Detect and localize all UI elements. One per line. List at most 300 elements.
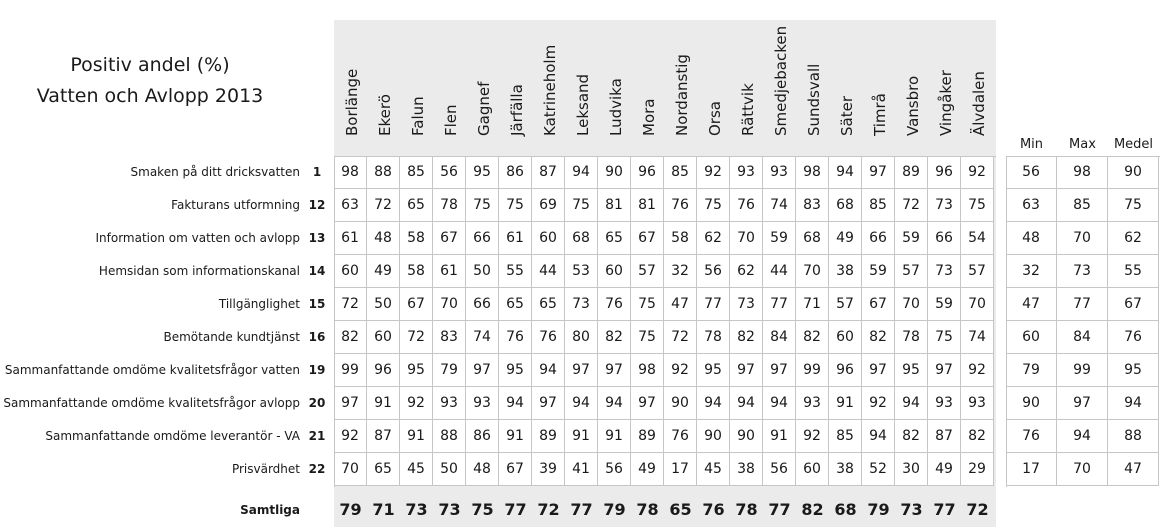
stat-cell: 32 [1006, 255, 1057, 288]
table-cell: 99 [796, 354, 829, 387]
table-cell: 61 [433, 255, 466, 288]
table-cell: 56 [433, 156, 466, 189]
table-cell: 49 [367, 255, 400, 288]
table-cell: 94 [565, 387, 598, 420]
total-cell: 71 [372, 500, 395, 519]
table-cell: 97 [598, 354, 631, 387]
table-cell: 75 [961, 189, 994, 222]
table-cell: 65 [499, 288, 532, 321]
stat-cell: 17 [1006, 453, 1057, 486]
table-cell: 65 [400, 189, 433, 222]
table-cell: 82 [961, 420, 994, 453]
column-header-label: Säter [838, 96, 856, 136]
total-cell: 77 [504, 500, 527, 519]
table-cell: 95 [499, 354, 532, 387]
row-label: Sammanfattande omdöme kvalitetsfrågor vatten [4, 363, 300, 377]
table-cell: 68 [565, 222, 598, 255]
table-cell: 94 [598, 387, 631, 420]
table-cell: 94 [499, 387, 532, 420]
table-cell: 66 [466, 222, 499, 255]
stat-cell: 70 [1057, 453, 1108, 486]
column-header [433, 20, 466, 156]
stat-cell: 70 [1057, 222, 1108, 255]
table-cell: 87 [367, 420, 400, 453]
column-header-label: Älvdalen [970, 71, 988, 136]
table-cell: 97 [631, 387, 664, 420]
table-cell: 92 [862, 387, 895, 420]
table-cell: 45 [400, 453, 433, 486]
table-cell: 86 [466, 420, 499, 453]
table-cell: 70 [730, 222, 763, 255]
table-cell: 61 [499, 222, 532, 255]
column-header [829, 20, 862, 156]
table-cell: 66 [928, 222, 961, 255]
table-cell: 91 [763, 420, 796, 453]
table-cell: 49 [631, 453, 664, 486]
total-cell: 77 [933, 500, 956, 519]
table-cell: 54 [961, 222, 994, 255]
row-label: Tillgänglighet [218, 297, 300, 311]
table-cell: 94 [697, 387, 730, 420]
row-label: Smaken på ditt dricksvatten [130, 165, 300, 179]
column-header [796, 20, 829, 156]
row-question-number: 19 [308, 363, 326, 377]
column-header [367, 20, 400, 156]
table-cell: 57 [829, 288, 862, 321]
column-header [961, 20, 994, 156]
table-cell: 96 [631, 156, 664, 189]
table-cell: 75 [499, 189, 532, 222]
table-cell: 59 [763, 222, 796, 255]
table-cell: 93 [730, 156, 763, 189]
column-header-label: Nordanstig [673, 54, 691, 136]
table-cell: 39 [532, 453, 565, 486]
table-cell: 89 [895, 156, 928, 189]
column-header-label: Gagnef [475, 81, 493, 136]
table-cell: 56 [697, 255, 730, 288]
table-cell: 29 [961, 453, 994, 486]
table-cell: 59 [928, 288, 961, 321]
table-cell: 92 [334, 420, 367, 453]
table-cell: 17 [664, 453, 697, 486]
total-cell: 73 [900, 500, 923, 519]
stat-cell: 99 [1057, 354, 1108, 387]
table-cell: 81 [631, 189, 664, 222]
table-cell: 72 [367, 189, 400, 222]
table-cell: 97 [763, 354, 796, 387]
table-cell: 58 [664, 222, 697, 255]
table-cell: 94 [862, 420, 895, 453]
table-cell: 77 [763, 288, 796, 321]
table-cell: 48 [367, 222, 400, 255]
table-cell: 57 [631, 255, 664, 288]
table-cell: 65 [367, 453, 400, 486]
table-cell: 41 [565, 453, 598, 486]
table-cell: 60 [796, 453, 829, 486]
column-header [895, 20, 928, 156]
table-cell: 70 [895, 288, 928, 321]
column-header [928, 20, 961, 156]
table-cell: 82 [895, 420, 928, 453]
table-cell: 96 [829, 354, 862, 387]
table-cell: 49 [829, 222, 862, 255]
table-cell: 87 [532, 156, 565, 189]
table-cell: 78 [433, 189, 466, 222]
table-cell: 73 [565, 288, 598, 321]
table-cell: 96 [367, 354, 400, 387]
column-header [334, 20, 367, 156]
column-header [400, 20, 433, 156]
total-cell: 79 [339, 500, 362, 519]
column-header-label: Leksand [574, 73, 592, 136]
table-cell: 87 [928, 420, 961, 453]
stat-cell: 62 [1108, 222, 1159, 255]
table-cell: 70 [433, 288, 466, 321]
table-cell: 57 [895, 255, 928, 288]
table-cell: 72 [664, 321, 697, 354]
row-question-number: 13 [308, 231, 326, 245]
table-cell: 65 [598, 222, 631, 255]
table-cell: 98 [334, 156, 367, 189]
table-cell: 75 [928, 321, 961, 354]
table-cell: 72 [895, 189, 928, 222]
table-cell: 85 [829, 420, 862, 453]
table-cell: 90 [697, 420, 730, 453]
table-cell: 68 [796, 222, 829, 255]
table-cell: 82 [334, 321, 367, 354]
table-cell: 78 [895, 321, 928, 354]
table-cell: 67 [499, 453, 532, 486]
table-cell: 91 [400, 420, 433, 453]
row-question-number: 15 [308, 297, 326, 311]
stat-cell: 95 [1108, 354, 1159, 387]
table-cell: 88 [433, 420, 466, 453]
table-cell: 55 [499, 255, 532, 288]
table-cell: 91 [499, 420, 532, 453]
row-label: Sammanfattande omdöme kvalitetsfrågor avlopp [3, 396, 300, 410]
stat-cell: 73 [1057, 255, 1108, 288]
table-cell: 60 [367, 321, 400, 354]
row-question-number: 21 [308, 429, 326, 443]
table-cell: 92 [796, 420, 829, 453]
table-cell: 98 [631, 354, 664, 387]
table-cell: 97 [928, 354, 961, 387]
column-header [697, 20, 730, 156]
table-cell: 73 [928, 255, 961, 288]
table-cell: 60 [532, 222, 565, 255]
column-header-label: Ekerö [376, 94, 394, 136]
table-cell: 67 [433, 222, 466, 255]
table-cell: 95 [400, 354, 433, 387]
stat-header: Medel [1113, 137, 1154, 152]
table-cell: 75 [631, 288, 664, 321]
total-cell: 78 [636, 500, 659, 519]
column-header-label: Flen [442, 104, 460, 136]
table-cell: 82 [730, 321, 763, 354]
table-cell: 97 [565, 354, 598, 387]
table-cell: 96 [928, 156, 961, 189]
table-cell: 91 [598, 420, 631, 453]
table-cell: 94 [532, 354, 565, 387]
row-label: Sammanfattande omdöme leverantör - VA [45, 429, 300, 443]
column-header [466, 20, 499, 156]
table-cell: 72 [334, 288, 367, 321]
row-label: Information om vatten och avlopp [95, 231, 300, 245]
total-cell: 72 [537, 500, 560, 519]
stat-cell: 56 [1006, 156, 1057, 189]
title-line-2: Vatten och Avlopp 2013 [36, 85, 264, 107]
stats-header-row [1006, 137, 1160, 155]
table-cell: 44 [532, 255, 565, 288]
total-cell: 73 [438, 500, 461, 519]
table-cell: 91 [367, 387, 400, 420]
table-cell: 73 [928, 189, 961, 222]
table-cell: 70 [334, 453, 367, 486]
table-cell: 45 [697, 453, 730, 486]
table-cell: 49 [928, 453, 961, 486]
table-cell: 86 [499, 156, 532, 189]
table-cell: 67 [862, 288, 895, 321]
table-cell: 76 [499, 321, 532, 354]
total-cell: 73 [405, 500, 428, 519]
column-header [664, 20, 697, 156]
table-cell: 56 [598, 453, 631, 486]
column-header [631, 20, 664, 156]
stat-cell: 77 [1057, 288, 1108, 321]
column-header [862, 20, 895, 156]
total-cell: 75 [471, 500, 494, 519]
total-cell: 79 [867, 500, 890, 519]
table-cell: 91 [565, 420, 598, 453]
row-question-number: 14 [308, 264, 326, 278]
table-cell: 58 [400, 222, 433, 255]
table-cell: 92 [664, 354, 697, 387]
stat-cell: 98 [1057, 156, 1108, 189]
table-cell: 90 [730, 420, 763, 453]
column-header-label: Timrå [871, 93, 889, 136]
stat-cell: 76 [1108, 321, 1159, 354]
table-cell: 66 [466, 288, 499, 321]
table-cell: 53 [565, 255, 598, 288]
stat-cell: 94 [1108, 387, 1159, 420]
row-question-number: 22 [308, 462, 326, 476]
total-cell: 78 [735, 500, 758, 519]
table-cell: 44 [763, 255, 796, 288]
table-cell: 82 [598, 321, 631, 354]
table-cell: 85 [862, 189, 895, 222]
row-question-number: 1 [312, 165, 322, 179]
table-cell: 48 [466, 453, 499, 486]
table-cell: 60 [829, 321, 862, 354]
table-cell: 88 [367, 156, 400, 189]
table-cell: 82 [862, 321, 895, 354]
table-cell: 70 [796, 255, 829, 288]
table-cell: 75 [466, 189, 499, 222]
table-cell: 59 [895, 222, 928, 255]
table-cell: 78 [697, 321, 730, 354]
table-cell: 82 [796, 321, 829, 354]
table-cell: 50 [466, 255, 499, 288]
chart-title [0, 50, 300, 112]
table-cell: 76 [664, 189, 697, 222]
municipality-header-row [334, 20, 996, 156]
column-header-label: Orsa [706, 101, 724, 136]
stat-cell: 85 [1057, 189, 1108, 222]
stat-header: Min [1019, 137, 1044, 152]
stat-cell: 48 [1006, 222, 1057, 255]
table-cell: 97 [532, 387, 565, 420]
table-cell: 92 [961, 156, 994, 189]
stat-cell: 67 [1108, 288, 1159, 321]
table-cell: 98 [796, 156, 829, 189]
table-cell: 62 [730, 255, 763, 288]
table-cell: 68 [829, 189, 862, 222]
table-cell: 89 [631, 420, 664, 453]
table-cell: 92 [961, 354, 994, 387]
table-cell: 83 [796, 189, 829, 222]
table-cell: 38 [730, 453, 763, 486]
column-header [730, 20, 763, 156]
table-cell: 76 [730, 189, 763, 222]
table-cell: 61 [334, 222, 367, 255]
table-cell: 69 [532, 189, 565, 222]
table-cell: 52 [862, 453, 895, 486]
table-cell: 80 [565, 321, 598, 354]
table-cell: 93 [466, 387, 499, 420]
table-cell: 94 [829, 156, 862, 189]
table-cell: 94 [565, 156, 598, 189]
table-cell: 58 [400, 255, 433, 288]
table-cell: 62 [697, 222, 730, 255]
table-cell: 67 [631, 222, 664, 255]
stat-cell: 90 [1006, 387, 1057, 420]
total-row-label: Samtliga [240, 503, 300, 517]
column-header-label: Sundsvall [805, 63, 823, 136]
table-cell: 85 [400, 156, 433, 189]
table-cell: 65 [532, 288, 565, 321]
table-cell: 66 [862, 222, 895, 255]
stat-header: Max [1069, 137, 1096, 152]
total-cell: 68 [834, 500, 857, 519]
total-cell: 77 [768, 500, 791, 519]
total-cell: 76 [702, 500, 725, 519]
table-cell: 90 [664, 387, 697, 420]
table-cell: 72 [400, 321, 433, 354]
table-cell: 74 [466, 321, 499, 354]
column-header-label: Smedjebacken [772, 25, 790, 136]
stat-cell: 47 [1108, 453, 1159, 486]
row-label: Bemötande kundtjänst [163, 330, 300, 344]
table-cell: 93 [763, 156, 796, 189]
table-cell: 57 [961, 255, 994, 288]
table-cell: 92 [400, 387, 433, 420]
stat-cell: 47 [1006, 288, 1057, 321]
table-cell: 97 [334, 387, 367, 420]
table-cell: 74 [763, 189, 796, 222]
table-cell: 59 [862, 255, 895, 288]
stat-cell: 97 [1057, 387, 1108, 420]
table-cell: 32 [664, 255, 697, 288]
column-header [763, 20, 796, 156]
table-cell: 63 [334, 189, 367, 222]
table-cell: 91 [829, 387, 862, 420]
table-cell: 74 [961, 321, 994, 354]
table-cell: 94 [763, 387, 796, 420]
total-cell: 82 [801, 500, 824, 519]
stat-cell: 94 [1057, 420, 1108, 453]
column-header [532, 20, 565, 156]
stats-grid-frame [1006, 156, 1160, 487]
table-cell: 38 [829, 255, 862, 288]
table-cell: 92 [697, 156, 730, 189]
table-cell: 75 [631, 321, 664, 354]
column-header-label: Järfälla [508, 84, 526, 136]
column-header-label: Katrineholm [541, 44, 559, 136]
table-cell: 93 [433, 387, 466, 420]
table-cell: 77 [697, 288, 730, 321]
column-header-label: Borlänge [343, 68, 361, 136]
table-cell: 97 [466, 354, 499, 387]
stat-cell: 88 [1108, 420, 1159, 453]
column-header-label: Mora [640, 98, 658, 136]
total-cell: 79 [603, 500, 626, 519]
table-cell: 83 [433, 321, 466, 354]
row-question-number: 12 [308, 198, 326, 212]
column-header-label: Falun [409, 96, 427, 136]
row-question-number: 20 [308, 396, 326, 410]
table-cell: 95 [466, 156, 499, 189]
table-cell: 76 [664, 420, 697, 453]
table-cell: 94 [895, 387, 928, 420]
column-header-label: Vansbro [904, 75, 922, 136]
table-cell: 56 [763, 453, 796, 486]
table-cell: 85 [664, 156, 697, 189]
table-cell: 81 [598, 189, 631, 222]
stat-cell: 90 [1108, 156, 1159, 189]
row-question-number: 16 [308, 330, 326, 344]
table-cell: 79 [433, 354, 466, 387]
table-cell: 97 [862, 354, 895, 387]
table-cell: 76 [598, 288, 631, 321]
stat-cell: 79 [1006, 354, 1057, 387]
column-header [499, 20, 532, 156]
column-header-label: Rättvik [739, 83, 757, 136]
table-cell: 70 [961, 288, 994, 321]
row-label: Prisvärdhet [231, 462, 300, 476]
table-cell: 89 [532, 420, 565, 453]
table-cell: 71 [796, 288, 829, 321]
table-cell: 47 [664, 288, 697, 321]
stat-cell: 75 [1108, 189, 1159, 222]
table-cell: 93 [928, 387, 961, 420]
table-cell: 97 [730, 354, 763, 387]
table-cell: 67 [400, 288, 433, 321]
stat-cell: 63 [1006, 189, 1057, 222]
row-label: Fakturans utformning [171, 198, 300, 212]
table-cell: 30 [895, 453, 928, 486]
table-cell: 76 [532, 321, 565, 354]
table-cell: 84 [763, 321, 796, 354]
stat-cell: 76 [1006, 420, 1057, 453]
table-cell: 60 [598, 255, 631, 288]
table-cell: 93 [961, 387, 994, 420]
table-cell: 73 [730, 288, 763, 321]
stat-cell: 55 [1108, 255, 1159, 288]
row-label: Hemsidan som informationskanal [98, 264, 300, 278]
total-cell: 65 [669, 500, 692, 519]
table-cell: 38 [829, 453, 862, 486]
stat-cell: 84 [1057, 321, 1108, 354]
